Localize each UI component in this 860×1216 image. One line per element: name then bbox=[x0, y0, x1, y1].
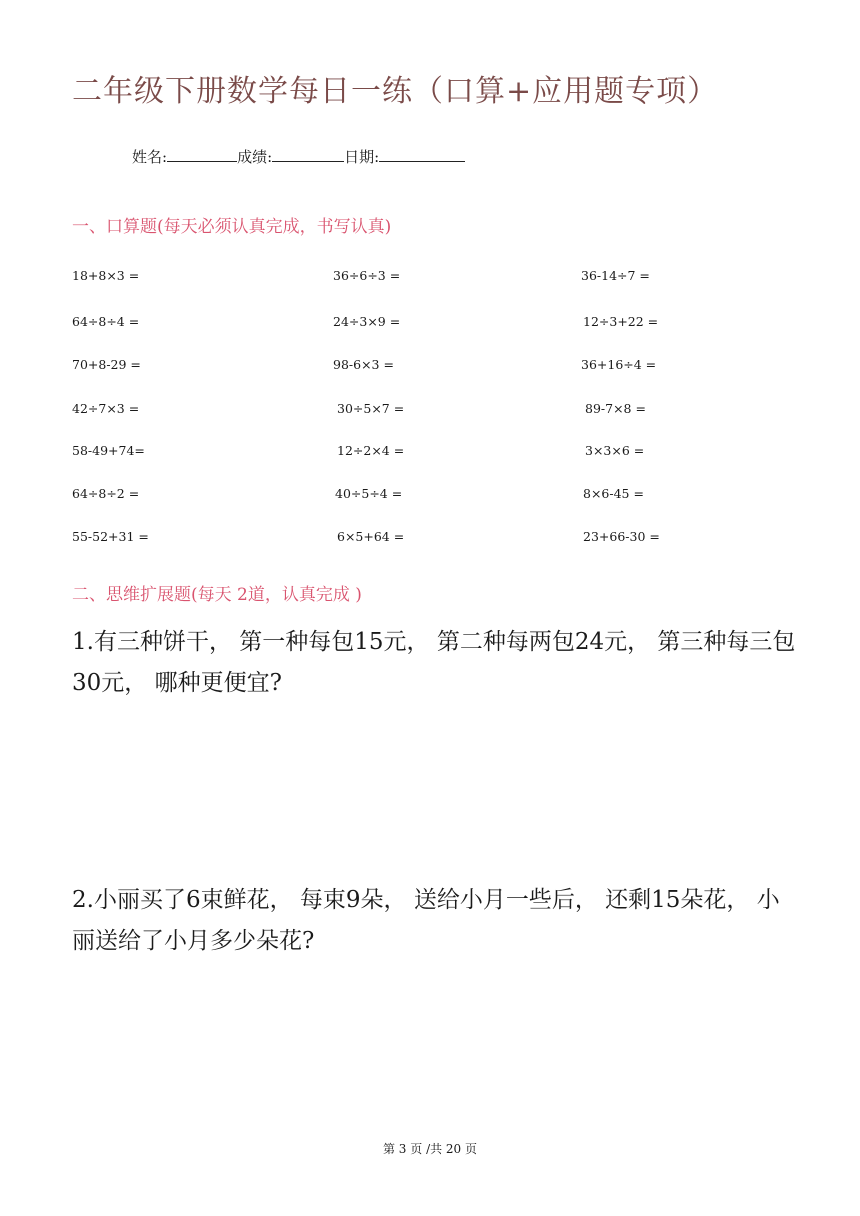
calc-item: 24÷3×9 = bbox=[333, 314, 401, 329]
calc-item: 64÷8÷4 = bbox=[72, 314, 140, 329]
calc-item: 12÷2×4 = bbox=[337, 443, 405, 458]
calc-item: 42÷7×3 = bbox=[72, 401, 140, 416]
name-label: 姓名: bbox=[132, 148, 168, 166]
calc-item: 6×5+64 = bbox=[337, 529, 405, 544]
page-footer: 第 3 页 /共 20 页 bbox=[382, 1142, 478, 1156]
calc-item: 18+8×3 = bbox=[72, 268, 140, 283]
calc-item: 12÷3+22 = bbox=[583, 314, 659, 329]
calc-item: 8×6-45 = bbox=[583, 486, 644, 501]
date-blank[interactable] bbox=[379, 147, 465, 162]
score-blank[interactable] bbox=[272, 147, 344, 162]
calc-item: 36+16÷4 = bbox=[581, 357, 657, 372]
word-problem-2: 2.小丽买了6束鲜花， 每束9朵， 送给小月一些后， 还剩15朵花， 小丽送给了小月多少朵花? bbox=[72, 887, 780, 954]
calc-item: 30÷5×7 = bbox=[337, 401, 405, 416]
calc-item: 98-6×3 = bbox=[333, 357, 394, 372]
student-info bbox=[132, 146, 465, 167]
word-problem-1: 1.有三种饼干， 第一种每包15元， 第二种每两包24元， 第三种每三包30元， 哪种更便宜? bbox=[72, 629, 796, 696]
page-title: 二年级下册数学每日一练（口算+应用题专项） bbox=[72, 74, 719, 109]
calc-item: 55-52+31 = bbox=[72, 529, 149, 544]
date-label: 日期: bbox=[344, 148, 380, 166]
section1-title: 一、口算题(每天必须认真完成，书写认真) bbox=[72, 217, 392, 237]
calc-item: 89-7×8 = bbox=[585, 401, 646, 416]
calc-item: 23+66-30 = bbox=[583, 529, 660, 544]
score-label: 成绩: bbox=[237, 148, 273, 166]
section2-title: 二、思维扩展题(每天 2道，认真完成 ) bbox=[72, 585, 362, 605]
calc-item: 40÷5÷4 = bbox=[335, 486, 403, 501]
calc-item: 36-14÷7 = bbox=[581, 268, 650, 283]
calc-item: 36÷6÷3 = bbox=[333, 268, 401, 283]
calc-item: 64÷8÷2 = bbox=[72, 486, 140, 501]
calc-item: 70+8-29 = bbox=[72, 357, 141, 372]
name-blank[interactable] bbox=[167, 147, 237, 162]
calc-item: 58-49+74= bbox=[72, 443, 145, 458]
calc-item: 3×3×6 = bbox=[585, 443, 645, 458]
